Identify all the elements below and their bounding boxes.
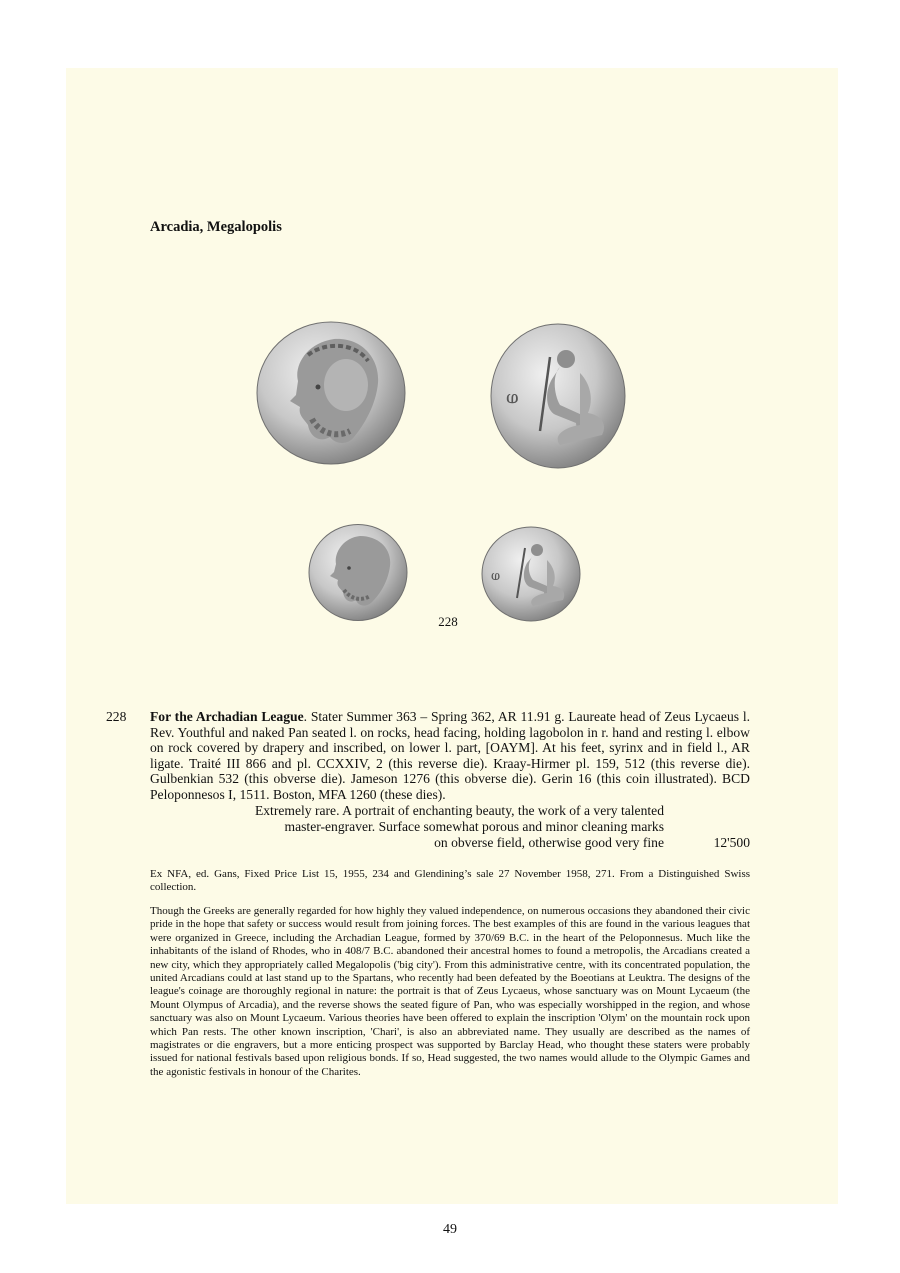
lot-description-text: . Stater Summer 363 – Spring 362, AR 11.91 g. Laureate head of Zeus Lycaeus l. Rev. Youthful and naked Pan seated l. on rocks, head facing, holding lagobolon in r. hand and resting l. elbow on rock covered by drapery and inscribed, on lower l. part, [OAYM]. At his feet, syrinx and in field l., AR ligate. Traité III 866 and pl. CCXXIV, 2 (this reverse die). Kraay-Hirmer pl. 159, 512 (this reverse die). Gulbenkian 532 (this obverse die). Jameson 1276 (this obverse die). Gerin 16 (this coin illustrated). BCD Peloponnesos I, 1511. Boston, MFA 1260 (these dies). (150, 709, 750, 802)
obverse-coin-large (256, 321, 406, 465)
lot-assessment (150, 803, 664, 851)
obverse-coin-small (308, 524, 408, 621)
assessment-line: on obverse field, otherwise good very fine (434, 835, 664, 850)
section-title: Arcadia, Megalopolis (150, 219, 282, 235)
reverse-coin-small (481, 526, 581, 622)
lot-estimate: 12'500 (713, 835, 750, 850)
assessment-line: master-engraver. Surface somewhat porous and minor cleaning marks (284, 819, 664, 834)
svg-text:ⱷ: ⱷ (491, 569, 501, 584)
plate-number: 228 (438, 614, 458, 629)
historical-essay: Though the Greeks are generally regarded for how highly they valued independence, on numerous occasions they abandoned their civic pride in the hope that safety or success would result from joining forces. The best examples of this are found in the various leagues that were organized in Greece, including the Archadian League, formed by 370/69 B.C. in the heart of the Peloponnesus. Much like the inhabitants of the island of Rhodes, who in 408/7 B.C. abandoned their ancestral homes to found a metropolis, the Arcadians created a new city, which they appropriately called Megalopolis ('big city'). From this administrative centre, with its concentrated population, the united Arcadians could at last stand up to the Spartans, who recently had been defeated by the Boeotians at Leuktra. The designs of the league's coinage are thoroughly regional in nature: the portrait is that of Zeus Lycaeus, whose sanctuary was on Mount Lycaeum (the Mount Olympus of Arcadia), and the reverse shows the seated figure of Pan, who was especially worshipped in the region, and whose sanctuary was also on Mount Lycaeum. Various theories have been offered to explain the inscription 'Olym' on the mountain rock upon which Pan rests. The other known inscription, 'Chari', is also an abbreviated name. They usually are described as the names of magistrates or die engravers, but a more enticing prospect was supported by Barclay Head, who thought these staters were probably issued for national festivals based upon religious bonds. If so, Head suggested, the two names would allude to the Olympic Games and the agonistic festivals in honour of the Charites. (150, 905, 750, 1078)
page-number: 49 (443, 1222, 457, 1237)
lot-title: For the Archadian League (150, 709, 304, 724)
lot-description (150, 709, 750, 803)
lot-number: 228 (106, 709, 127, 724)
provenance-note: Ex NFA, ed. Gans, Fixed Price List 15, 1955, 234 and Glendining’s sale 27 November 1958, 271. From a Distinguished Swiss collection. (150, 868, 750, 894)
reverse-coin-large (490, 323, 626, 469)
svg-text:ⱷ: ⱷ (506, 387, 519, 408)
assessment-line: Extremely rare. A portrait of enchanting beauty, the work of a very talented (254, 803, 664, 818)
